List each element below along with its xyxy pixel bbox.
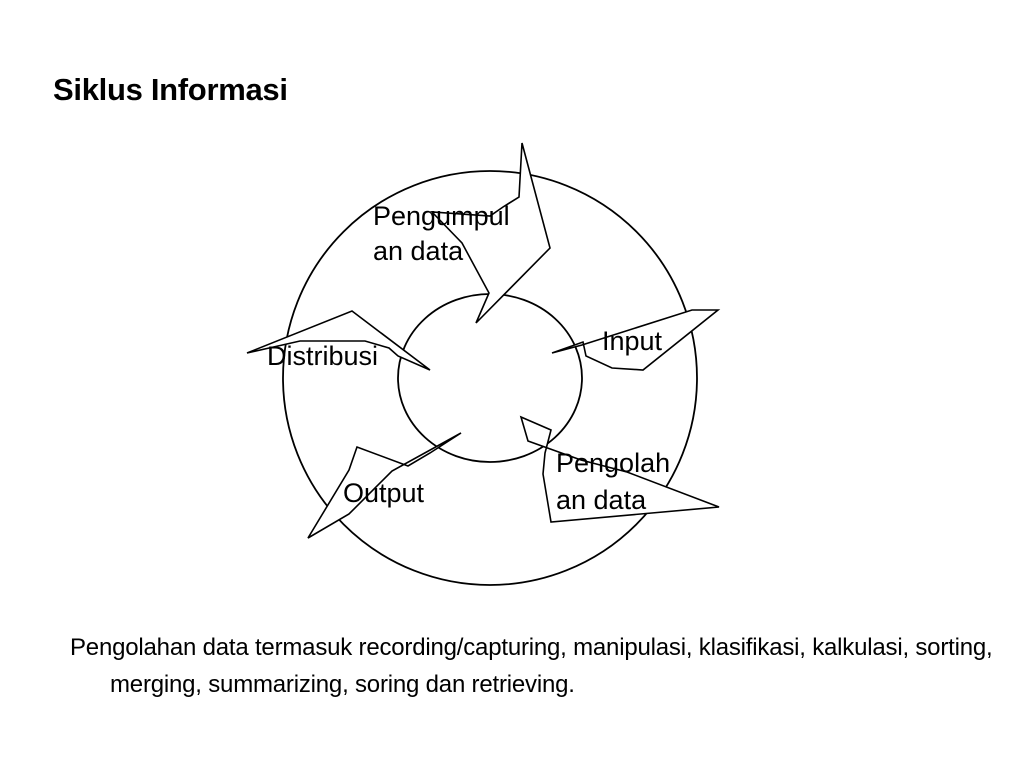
slide-caption: Pengolahan data termasuk recording/capturing, manipulasi, klasifikasi, kalkulasi, sorting, merging, summarizing, soring dan retrieving. — [70, 634, 993, 698]
label-pengumpulan-line2: an data — [373, 236, 464, 266]
label-pengolahan-line1: Pengolah — [556, 448, 671, 478]
label-distribusi: Distribusi — [267, 341, 379, 371]
inner-circle — [398, 294, 582, 462]
label-output: Output — [343, 478, 425, 508]
label-pengolahan-line2: an data — [556, 485, 647, 515]
label-pengumpulan-line1: Pengumpul — [373, 201, 510, 231]
slide-title: Siklus Informasi — [53, 72, 288, 107]
arrow-pengumpulan-data — [432, 143, 550, 323]
label-input: Input — [602, 326, 663, 356]
